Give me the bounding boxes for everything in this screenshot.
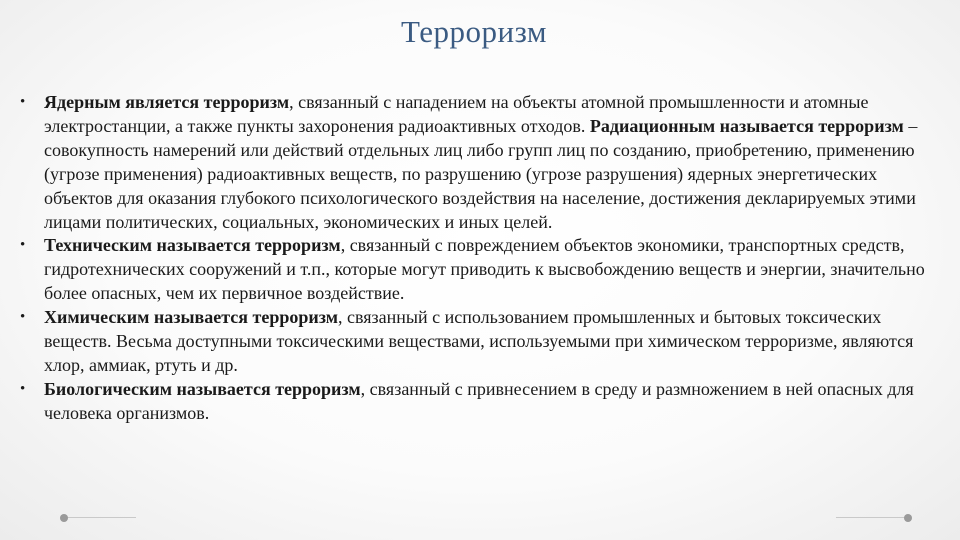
bullet-item — [18, 306, 938, 378]
bullet-dot-icon: • — [20, 309, 26, 326]
bullet-text: , связанный с привнесением в среду и размножением в ней опасных для человека организмов. — [44, 378, 914, 423]
bullet-dot-icon: • — [20, 94, 26, 110]
bullet-text: – совокупность намерений или действий отдельных лиц либо групп лиц по созданию, приобретению, применению (угрозе применения) радиоактивных веществ, по разрушению (угрозе разрушения) ядерных энергетических объектов для оказания глубокого психологического воздействия на население, достижения декларируемых этими лицами политических, социальных, экономических и иных целей. — [44, 115, 918, 232]
bullet-list — [18, 91, 938, 426]
bullet-term: Биологическим называется терроризм — [44, 378, 361, 399]
corner-dot-icon — [60, 514, 68, 522]
corner-dot-icon — [904, 514, 912, 522]
bullet-dot-icon: • — [20, 237, 26, 254]
bullet-dot-icon: • — [20, 380, 26, 397]
bullet-term: Радиационным называется терроризм — [589, 115, 904, 136]
bullet-term: Химическим называется терроризм — [44, 307, 338, 328]
bullet-item — [18, 234, 938, 306]
bullet-text: , связанный с использованием промышленных и бытовых токсических веществ. Весьма доступными токсическими веществами, используемыми при химическом терроризме, являются хлор, аммиак, ртуть и др. — [44, 307, 914, 375]
bullet-term: Ядерным является терроризм — [44, 92, 290, 112]
bullet-text: , связанный с повреждением объектов экономики, транспортных средств, гидротехнических сооружений и т.п., которые могут приводить к высвобождению веществ и энергии, значительно более опасных, чем их первичное воздействие. — [44, 235, 925, 304]
slide-title: Терроризм — [400, 14, 548, 49]
bullet-text: , связанный с нападением на объекты атомной промышленности и атомные электростанции, а также пункты захоронения радиоактивных отходов. — [44, 92, 869, 136]
bullet-item — [18, 378, 938, 426]
bullet-item — [18, 91, 938, 234]
footer-line-left — [66, 517, 136, 518]
footer-line-right — [836, 517, 906, 518]
bullet-term: Техническим называется терроризм — [44, 235, 341, 256]
